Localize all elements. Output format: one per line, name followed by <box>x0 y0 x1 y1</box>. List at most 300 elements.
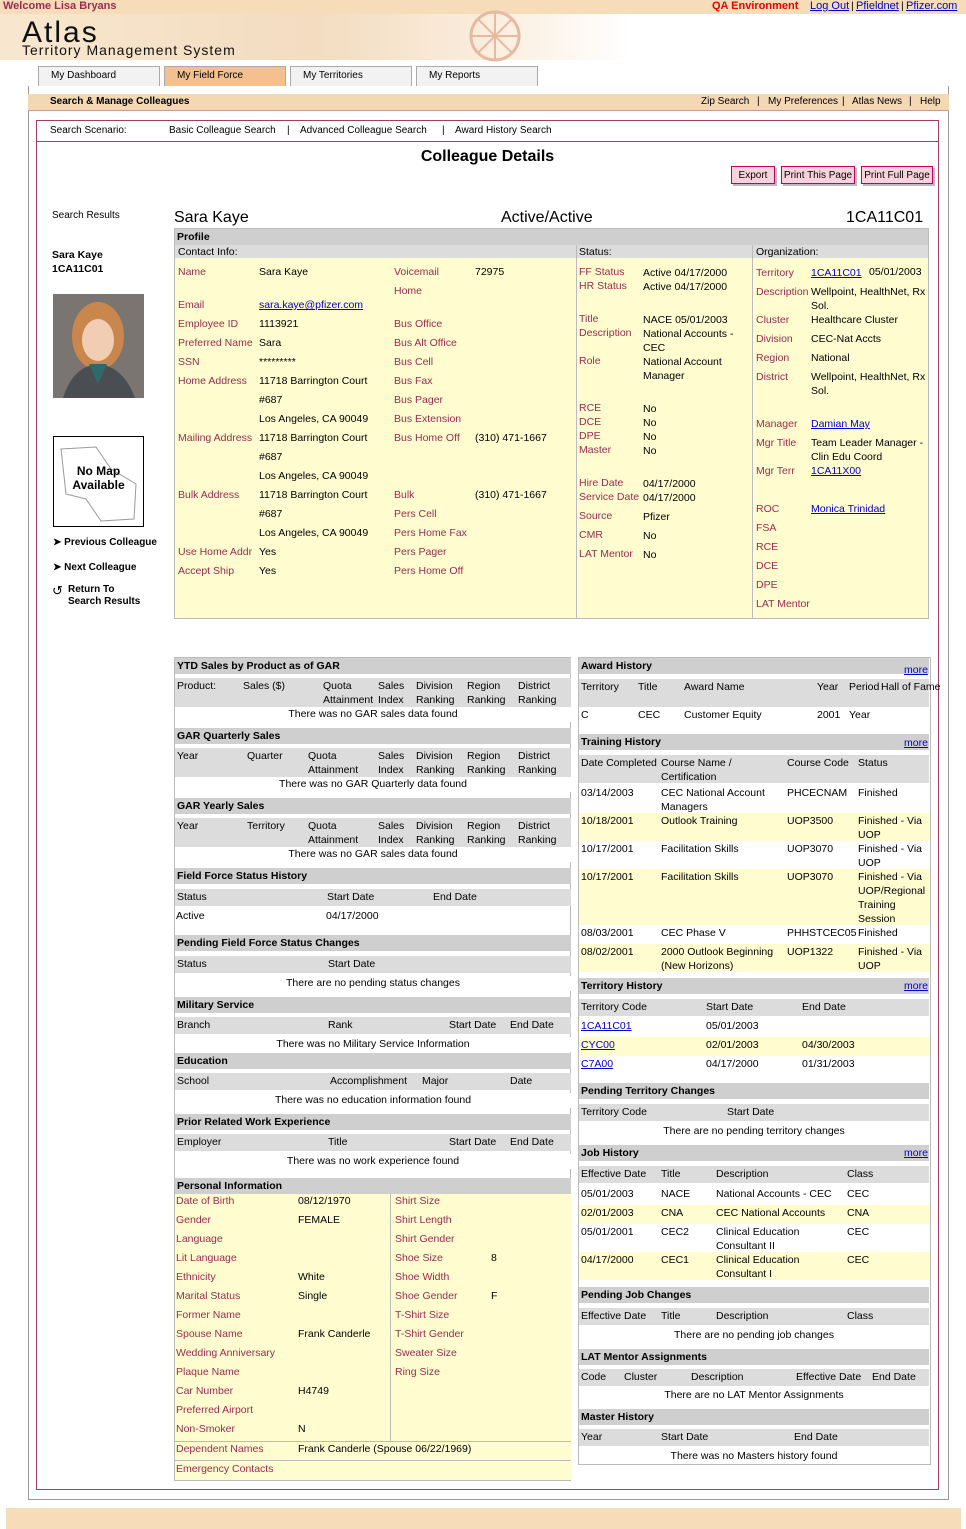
org-field-value: Team Leader Manager - Clin Edu Coord <box>811 437 924 463</box>
status-field-label: Hire Date <box>579 477 624 489</box>
personal-field-label: Shirt Size <box>395 1195 440 1207</box>
training-cell: Finished <box>858 927 898 939</box>
personal-field-label: Shirt Length <box>395 1214 452 1226</box>
page-title: Colleague Details <box>420 148 555 165</box>
separator: | <box>901 0 904 12</box>
person-icon <box>53 294 144 398</box>
contact-field-label: Name <box>178 266 207 278</box>
phone-field-label: Bus Alt Office <box>394 337 457 349</box>
profile-title: Profile <box>175 229 928 245</box>
training-cell: Finished - Via UOP/Regional Training Session <box>858 871 926 925</box>
status-field-value: NACE 05/01/2003 <box>643 314 728 326</box>
work-empty-message: There was no work experience found <box>286 1155 460 1167</box>
contact-field-value: 1113921 <box>259 318 299 330</box>
pending-ffs-column-header: Status <box>177 958 207 970</box>
gar-yearly-column-header: Region Ranking <box>467 820 506 846</box>
previous-label: Previous Colleague <box>64 537 157 548</box>
status-field-label: CMR <box>579 529 603 541</box>
award-cell: C <box>581 709 589 721</box>
contact-field-label: Home Address <box>178 375 247 387</box>
job-history-column-header: Effective Date <box>581 1168 647 1180</box>
status-field-value: National Account Manager <box>643 356 722 382</box>
org-link[interactable]: 1CA11C01 <box>811 267 862 279</box>
field-force-status-column-header: Start Date <box>327 891 375 903</box>
personal-field-label: Shirt Gender <box>395 1233 455 1245</box>
status-field-label: Role <box>579 355 601 367</box>
contact-field-label: Bulk Address <box>178 489 240 501</box>
lat-mentor-title: LAT Mentor Assignments <box>579 1349 929 1365</box>
status-field-label: LAT Mentor <box>579 548 633 560</box>
status-field-label: Master <box>579 444 612 456</box>
personal-field-label: Preferred Airport <box>176 1404 254 1416</box>
org-date: 05/01/2003 <box>869 266 922 278</box>
education-column-header: School <box>177 1075 210 1087</box>
banner-status: Active/Active <box>501 209 593 226</box>
org-field-label: Territory <box>756 267 794 279</box>
master-history-empty-message: There was no Masters history found <box>670 1450 838 1462</box>
training-cell: 10/17/2001 <box>581 843 634 855</box>
status-field-value: No <box>643 417 657 429</box>
personal-field-value: 08/12/1970 <box>298 1195 351 1207</box>
separator: | <box>851 0 854 12</box>
personal-info-title: Personal Information <box>175 1178 571 1194</box>
status-field-label: Service Date <box>579 491 640 503</box>
divider <box>576 245 577 618</box>
personal-field-label: Non-Smoker <box>176 1423 235 1435</box>
phone-field-value: 72975 <box>475 266 505 278</box>
gar-quarterly-empty-message: There was no GAR Quarterly data found <box>279 778 467 790</box>
training-cell: PHCECNAM <box>787 787 848 799</box>
award-cell: Year <box>849 709 871 721</box>
training-cell: UOP3070 <box>787 871 834 883</box>
ffs-start-date: 04/17/2000 <box>326 910 379 922</box>
separator: | <box>287 125 290 136</box>
banner-name: Sara Kaye <box>174 209 249 226</box>
award-history-column-header: Year <box>817 681 839 693</box>
tab-my-reports[interactable]: My Reports <box>416 66 538 86</box>
tab-my-dashboard[interactable]: My Dashboard <box>38 66 160 86</box>
ytd-sales-column-header: Sales Index <box>378 680 405 706</box>
award-history-title: Award History <box>579 658 929 674</box>
lat-mentor-column-header: Cluster <box>624 1371 658 1383</box>
banner-code: 1CA11C01 <box>846 209 924 226</box>
org-field-label: DCE <box>756 560 779 572</box>
logout-link[interactable]: Log Out <box>810 0 850 12</box>
org-field-label: Cluster <box>756 314 790 326</box>
contact-field-value: Yes <box>259 546 277 558</box>
org-field-value: CEC-Nat Accts <box>811 333 882 345</box>
personal-field-label: Gender <box>176 1214 212 1226</box>
job-history-column-header: Title <box>661 1168 681 1180</box>
personal-field-value: Single <box>298 1290 328 1302</box>
gar-quarterly-title: GAR Quarterly Sales <box>175 728 571 744</box>
contact-field-value: #687 <box>259 394 283 406</box>
training-cell: UOP3070 <box>787 843 834 855</box>
pending-ffs-empty-message: There are no pending status changes <box>286 977 460 989</box>
territory-more-link[interactable]: more <box>904 980 928 992</box>
job-cell: Clinical Education Consultant II <box>716 1226 800 1252</box>
phone-field-label: Bus Cell <box>394 356 434 368</box>
org-link[interactable]: Damian May <box>811 418 870 430</box>
org-field-label: Region <box>756 352 790 364</box>
divider <box>390 1194 391 1442</box>
gar-quarterly-column-header: Year <box>177 750 199 762</box>
job-cell: National Accounts - CEC <box>716 1188 832 1200</box>
lat-mentor-column-header: Description <box>691 1371 744 1383</box>
tab-my-territories[interactable]: My Territories <box>290 66 412 86</box>
atlas-news-link[interactable]: Atlas News <box>852 96 903 107</box>
gar-quarterly-column-header: Division Ranking <box>416 750 455 776</box>
training-cell: UOP3500 <box>787 815 834 827</box>
award-cell: CEC <box>638 709 661 721</box>
territory-link[interactable]: CYC00 <box>581 1039 615 1051</box>
job-more-link[interactable]: more <box>904 1147 928 1159</box>
award-cell: 2001 <box>817 709 841 721</box>
phone-field-label: Home <box>394 285 423 297</box>
job-cell: 05/01/2003 <box>581 1188 634 1200</box>
ytd-sales-column-header: Product: <box>177 680 217 692</box>
job-cell: CEC <box>847 1226 870 1238</box>
lat-mentor-empty-message: There are no LAT Mentor Assignments <box>664 1389 844 1401</box>
lat-mentor-column-header: Code <box>581 1371 607 1383</box>
personal-field-label: Spouse Name <box>176 1328 243 1340</box>
ytd-sales-column-header: Region Ranking <box>467 680 506 706</box>
training-cell: 08/02/2001 <box>581 946 634 958</box>
org-field-label: Description <box>756 286 809 298</box>
contact-field-value: Los Angeles, CA 90049 <box>259 413 369 425</box>
gar-yearly-column-header: Quota Attainment <box>308 820 359 846</box>
contact-field-label: Email <box>178 299 205 311</box>
personal-field-value: FEMALE <box>298 1214 341 1226</box>
tab-my-field-force[interactable]: My Field Force <box>164 66 286 86</box>
phone-field-label: Pers Home Fax <box>394 527 467 539</box>
divider <box>175 1441 571 1442</box>
master-history-column-header: Year <box>581 1431 603 1443</box>
my-preferences-link[interactable]: My Preferences <box>768 96 839 107</box>
status-field-label: Description <box>579 327 632 339</box>
org-link[interactable]: 1CA11X00 <box>811 465 862 477</box>
training-more-link[interactable]: more <box>904 737 928 749</box>
dependent-names-label: Dependent Names <box>176 1443 264 1455</box>
territory-start: 02/01/2003 <box>706 1039 759 1051</box>
training-history-column-header: Course Code <box>787 757 849 769</box>
status-field-value: No <box>643 530 657 542</box>
next-label: Next Colleague <box>64 562 137 573</box>
separator: | <box>442 125 445 136</box>
master-history-title: Master History <box>579 1409 929 1425</box>
divider <box>37 141 938 142</box>
gar-quarterly-column-header: District Ranking <box>518 750 557 776</box>
org-field-value: Wellpoint, HealthNet, Rx Sol. <box>811 286 926 312</box>
environment-label: QA Environment <box>712 0 799 12</box>
colleague-photo <box>53 294 144 398</box>
status-field-label: Title <box>579 313 599 325</box>
work-column-header: Title <box>328 1136 348 1148</box>
education-column-header: Date <box>510 1075 533 1087</box>
ytd-sales-empty-message: There was no GAR sales data found <box>288 708 458 720</box>
gar-yearly-column-header: District Ranking <box>518 820 557 846</box>
personal-field-label: Shoe Width <box>395 1271 450 1283</box>
gar-yearly-column-header: Sales Index <box>378 820 405 846</box>
pending-job-column-header: Class <box>847 1310 874 1322</box>
personal-field-label: Shoe Gender <box>395 1290 458 1302</box>
personal-field-label: Wedding Anniversary <box>176 1347 276 1359</box>
territory-history-column-header: Territory Code <box>581 1001 647 1013</box>
status-field-label: DCE <box>579 416 602 428</box>
job-cell: CNA <box>847 1207 870 1219</box>
gar-quarterly-column-header: Region Ranking <box>467 750 506 776</box>
contact-field-value: ********* <box>259 356 296 368</box>
job-cell: 05/01/2001 <box>581 1226 634 1238</box>
pending-territory-column-header: Start Date <box>727 1106 775 1118</box>
training-cell: Finished - Via UOP <box>858 946 923 972</box>
org-field-value: Wellpoint, HealthNet, Rx Sol. <box>811 371 926 397</box>
phone-field-label: Pers Cell <box>394 508 437 520</box>
status-field-label: Source <box>579 510 613 522</box>
phone-field-value: (310) 471-1667 <box>475 432 547 444</box>
contact-field-value: #687 <box>259 451 283 463</box>
org-field-value: National <box>811 352 850 364</box>
job-cell: CEC National Accounts <box>716 1207 826 1219</box>
training-cell: Outlook Training <box>661 815 738 827</box>
print-full-page-button[interactable]: Print Full Page <box>861 166 933 184</box>
training-history-title: Training History <box>579 734 929 750</box>
personal-field-label: Ethnicity <box>176 1271 216 1283</box>
training-cell: 10/18/2001 <box>581 815 634 827</box>
map-placeholder <box>53 436 144 527</box>
help-link[interactable]: Help <box>920 96 941 107</box>
training-cell: CEC Phase V <box>661 927 726 939</box>
personal-field-value: F <box>491 1290 498 1302</box>
military-column-header: Branch <box>177 1019 211 1031</box>
org-field-label: Manager <box>756 418 798 430</box>
phone-field-label: Bulk <box>394 489 415 501</box>
contact-field-label: SSN <box>178 356 200 368</box>
app-logo: Atlas <box>22 16 99 49</box>
training-cell: 08/03/2001 <box>581 927 634 939</box>
personal-field-value: H4749 <box>298 1385 329 1397</box>
phone-field-label: Bus Extension <box>394 413 462 425</box>
footer-bar <box>6 1508 961 1529</box>
training-cell: 2000 Outlook Beginning (New Horizons) <box>661 946 774 972</box>
organization-label: Organization: <box>756 246 819 258</box>
status-field-label: FF Status <box>579 266 625 278</box>
email-link[interactable]: sara.kaye@pfizer.com <box>259 299 364 311</box>
contact-field-label: Employee ID <box>178 318 239 330</box>
training-cell: 10/17/2001 <box>581 871 634 883</box>
lat-mentor-column-header: End Date <box>872 1371 916 1383</box>
status-field-value: 04/17/2000 <box>643 478 696 490</box>
territory-link[interactable]: C7A00 <box>581 1058 614 1070</box>
military-column-header: Rank <box>328 1019 353 1031</box>
sub-navigation <box>28 94 949 111</box>
org-link[interactable]: Monica Trinidad <box>811 503 886 515</box>
ytd-sales-column-header: District Ranking <box>518 680 557 706</box>
award-history-column-header: Period <box>849 681 880 693</box>
personal-field-label: Sweater Size <box>395 1347 457 1359</box>
phone-field-label: Bus Fax <box>394 375 433 387</box>
contact-field-value: Sara Kaye <box>259 266 309 278</box>
job-history-column-header: Class <box>847 1168 874 1180</box>
contact-info-label: Contact Info: <box>178 246 238 258</box>
master-history-column-header: Start Date <box>661 1431 709 1443</box>
colleague-code: 1CA11C01 <box>52 263 104 275</box>
job-cell: NACE <box>661 1188 691 1200</box>
export-button[interactable]: Export <box>731 166 775 184</box>
gar-yearly-column-header: Year <box>177 820 199 832</box>
pending-job-column-header: Title <box>661 1310 681 1322</box>
job-cell: 02/01/2003 <box>581 1207 634 1219</box>
ytd-sales-column-header: Division Ranking <box>416 680 455 706</box>
ytd-sales-column-header: Sales ($) <box>243 680 286 692</box>
job-cell: CEC <box>847 1254 870 1266</box>
award-more-link[interactable]: more <box>904 664 928 676</box>
territory-history-title: Territory History <box>579 978 929 994</box>
status-field-value: Pfizer <box>643 511 670 523</box>
contact-field-value: #687 <box>259 508 283 520</box>
personal-field-label: Lit Language <box>176 1252 237 1264</box>
training-cell: Finished <box>858 787 898 799</box>
phone-field-label: Pers Pager <box>394 546 447 558</box>
award-history-column-header: Territory <box>581 681 619 693</box>
training-cell: Finished - Via UOP <box>858 843 923 869</box>
territory-end: 04/30/2003 <box>802 1039 855 1051</box>
print-page-button[interactable]: Print This Page <box>781 166 855 184</box>
job-cell: CEC2 <box>661 1226 690 1238</box>
contact-field-value: 11718 Barrington Court <box>259 489 368 501</box>
military-column-header: End Date <box>510 1019 554 1031</box>
pending-job-column-header: Description <box>716 1310 769 1322</box>
education-column-header: Accomplishment <box>330 1075 408 1087</box>
contact-field-value: Los Angeles, CA 90049 <box>259 527 369 539</box>
training-cell: 03/14/2003 <box>581 787 634 799</box>
training-history-column-header: Date Completed <box>581 757 657 769</box>
ffs-status: Active <box>176 910 205 922</box>
pending-ffs-title: Pending Field Force Status Changes <box>175 935 571 951</box>
personal-field-label: Car Number <box>176 1385 234 1397</box>
colleague-name: Sara Kaye <box>52 249 103 261</box>
no-map-text: No Map Available <box>72 464 125 492</box>
master-history-column-header: End Date <box>794 1431 838 1443</box>
return-icon: ↺ <box>52 583 63 598</box>
personal-field-value: N <box>298 1423 306 1435</box>
pending-ffs-column-header: Start Date <box>328 958 376 970</box>
contact-field-label: Preferred Name <box>178 337 253 349</box>
field-force-status-column-header: End Date <box>433 891 477 903</box>
ytd-sales-title: YTD Sales by Product as of GAR <box>175 658 571 674</box>
military-title: Military Service <box>175 997 571 1013</box>
personal-field-value: 8 <box>491 1252 497 1264</box>
status-label: Status: <box>579 246 612 258</box>
award-history-column-header: Hall of Fame <box>881 681 941 693</box>
territory-start: 05/01/2003 <box>706 1020 759 1032</box>
separator: | <box>842 96 845 107</box>
field-force-status-title: Field Force Status History <box>175 868 571 884</box>
status-field-value: No <box>643 431 657 443</box>
training-cell: UOP1322 <box>787 946 834 958</box>
award-cell: Customer Equity <box>684 709 762 721</box>
personal-field-label: Plaque Name <box>176 1366 240 1378</box>
lat-mentor-column-header: Effective Date <box>796 1371 862 1383</box>
return-link-line2[interactable]: Search Results <box>68 596 141 607</box>
org-field-label: LAT Mentor <box>756 598 810 610</box>
personal-field-value: White <box>298 1271 325 1283</box>
military-column-header: Start Date <box>449 1019 497 1031</box>
phone-field-label: Pers Home Off <box>394 565 464 577</box>
status-field-value: No <box>643 403 657 415</box>
status-field-value: Active 04/17/2000 <box>643 281 728 293</box>
return-link-line1[interactable]: Return To <box>68 584 115 595</box>
org-field-label: RCE <box>756 541 779 553</box>
org-field-label: DPE <box>756 579 778 591</box>
phone-field-label: Bus Home Off <box>394 432 460 444</box>
pending-job-title: Pending Job Changes <box>579 1287 929 1303</box>
phone-field-label: Bus Office <box>394 318 443 330</box>
next-colleague-link[interactable]: ➤ Next Colleague <box>53 562 137 573</box>
territory-link[interactable]: 1CA11C01 <box>581 1020 632 1032</box>
job-cell: CEC1 <box>661 1254 690 1266</box>
separator: | <box>757 96 760 107</box>
status-field-label: DPE <box>579 430 601 442</box>
work-column-header: Employer <box>177 1136 222 1148</box>
award-history-search-link[interactable]: Award History Search <box>455 125 552 136</box>
phone-field-label: Bus Pager <box>394 394 444 406</box>
status-field-value: 04/17/2000 <box>643 492 696 504</box>
gar-quarterly-column-header: Quota Attainment <box>308 750 359 776</box>
gar-yearly-empty-message: There was no GAR sales data found <box>288 848 458 860</box>
personal-field-label: Language <box>176 1233 223 1245</box>
divider <box>175 1460 571 1461</box>
status-field-value: No <box>643 445 657 457</box>
personal-field-label: Former Name <box>176 1309 241 1321</box>
separator: | <box>909 96 912 107</box>
gar-yearly-column-header: Territory <box>247 820 285 832</box>
divider <box>752 245 753 618</box>
personal-field-label: Ring Size <box>395 1366 440 1378</box>
training-cell: Facilitation Skills <box>661 871 739 883</box>
org-field-label: Mgr Terr <box>756 465 795 477</box>
territory-start: 04/17/2000 <box>706 1058 759 1070</box>
territory-end: 01/31/2003 <box>802 1058 855 1070</box>
header-banner <box>0 14 630 60</box>
pfieldnet-link[interactable]: Pfieldnet <box>856 0 899 12</box>
contact-field-label: Accept Ship <box>178 565 235 577</box>
pfizer-link[interactable]: Pfizer.com <box>906 0 958 12</box>
previous-colleague-link[interactable]: ➤ Previous Colleague <box>53 537 157 548</box>
pending-territory-empty-message: There are no pending territory changes <box>663 1125 845 1137</box>
advanced-search-link[interactable]: Advanced Colleague Search <box>300 125 427 136</box>
status-field-label: HR Status <box>579 280 627 292</box>
zip-search-link[interactable]: Zip Search <box>701 96 750 107</box>
education-column-header: Major <box>422 1075 449 1087</box>
basic-search-link[interactable]: Basic Colleague Search <box>169 125 276 136</box>
org-field-label: Division <box>756 333 793 345</box>
work-column-header: End Date <box>510 1136 554 1148</box>
status-field-value: Active 04/17/2000 <box>643 267 728 279</box>
phone-field-value: (310) 471-1667 <box>475 489 547 501</box>
military-empty-message: There was no Military Service Information <box>276 1038 470 1050</box>
search-scenario-label: Search Scenario: <box>50 125 127 136</box>
status-field-value: No <box>643 549 657 561</box>
pending-job-empty-message: There are no pending job changes <box>674 1329 834 1341</box>
training-history-column-header: Status <box>858 757 888 769</box>
wheel-icon <box>455 4 535 64</box>
personal-field-label: T-Shirt Gender <box>395 1328 464 1340</box>
dependent-names-value: Frank Canderle (Spouse 06/22/1969) <box>298 1443 472 1455</box>
job-cell: CNA <box>661 1207 684 1219</box>
work-column-header: Start Date <box>449 1136 497 1148</box>
personal-field-label: T-Shirt Size <box>395 1309 450 1321</box>
